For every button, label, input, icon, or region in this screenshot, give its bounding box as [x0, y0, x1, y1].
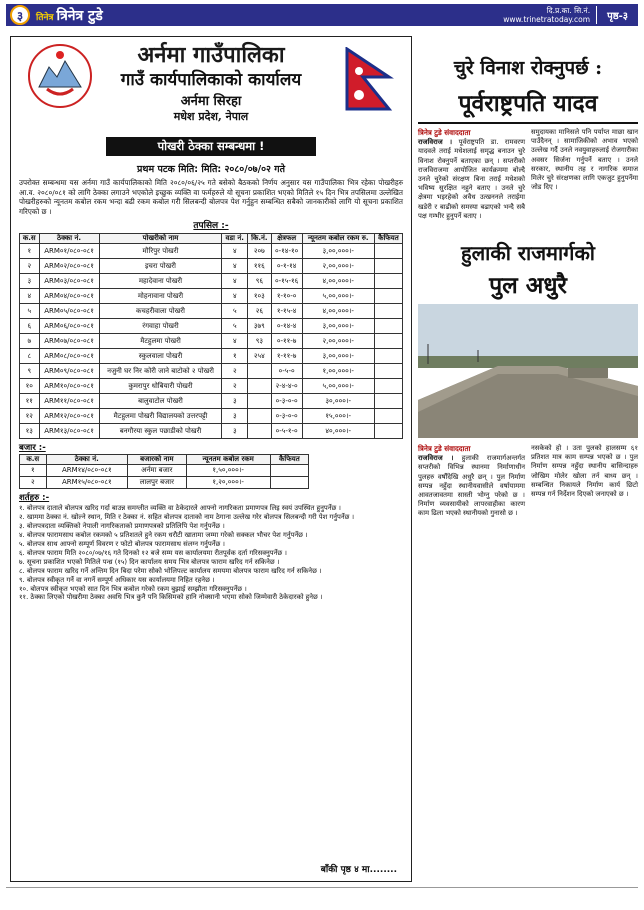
table-cell: ५,००,०००।-: [302, 379, 374, 394]
table-cell: ०-१४-१०: [271, 244, 302, 259]
table-cell: १: [20, 244, 40, 259]
table-cell: २०७: [248, 244, 272, 259]
article2-text-1: हुलाकी राजमार्गअन्तर्गत सप्तरीको विभिन्न स्थानमा निर्माणाधीन पुलहरु वर्षौंदेखि अधुरै छन् । पुल निर्माण सम्पन्न नहुँदा स्थानीयवासीले वर्षायाममा आवतजावतमा सास्ती भोग्नु परेको छ । निर्माण व्यवसायीको लापरवाहीका कारण काम ढिला भएको स्थानीयको गुनासो छ ।: [418, 454, 525, 518]
table-cell: ४०,०००।-: [302, 424, 374, 439]
table-cell: [374, 424, 402, 439]
table-cell: १-१५-४: [271, 304, 302, 319]
table-cell: २,००,०००।-: [302, 259, 374, 274]
org-title: अर्नमा गाउँपालिका: [137, 42, 285, 68]
table-cell: [248, 394, 272, 409]
table-cell: [248, 364, 272, 379]
table-cell: ३: [222, 394, 248, 409]
header-pond-name: पोखरीको नाम: [99, 234, 222, 244]
table-cell: ARM०६/०८०-०८१: [39, 319, 99, 334]
brand-name: त्रिनेत्र टुडे: [56, 7, 103, 24]
header-min-bid: न्यूनतम कबोल रकम रु.: [302, 234, 374, 244]
table-cell: अर्नमा बजार: [128, 465, 187, 477]
office-title: गाउँ कार्यपालिकाको कार्यालय: [120, 70, 302, 90]
article1-col1: [418, 128, 525, 221]
conditions-list: [11, 504, 411, 602]
table-cell: ३,००,०००।-: [302, 244, 374, 259]
table-cell: [374, 319, 402, 334]
table-cell: [374, 334, 402, 349]
table-cell: ३७९: [248, 319, 272, 334]
table-row: [20, 289, 403, 304]
table-cell: लालपुर बजार: [128, 477, 187, 489]
table-cell: ३: [222, 424, 248, 439]
table-cell: १,००,०००।-: [302, 364, 374, 379]
table-cell: २: [20, 259, 40, 274]
bazar-label: बजार :-: [19, 443, 46, 454]
condition-item: १०. बोलपत्र स्वीकृत भएको सात दिन भित्र कबोल गरेको रकम बुझाई सम्झौता गरिसक्नुपर्नेछ ।: [19, 584, 247, 593]
table-cell: १२: [20, 409, 40, 424]
table-cell: बालुवाटोल पोखरी: [99, 394, 222, 409]
condition-item: ९. बोलपत्र स्वीकृत गर्ने वा नगर्ने सम्पूर्ण अधिकार यस कार्यालयमा निहित रहनेछ ।: [19, 575, 215, 584]
table-cell: [374, 289, 402, 304]
table-row: [20, 364, 403, 379]
table-cell: २: [222, 364, 248, 379]
public-notice: [10, 36, 412, 882]
header-remarks: कैफियत: [270, 455, 308, 465]
table-cell: ८: [20, 349, 40, 364]
table-cell: ०-५-०: [271, 364, 302, 379]
condition-item: ६. बोलपत्र फाराम मिति २०८०/०७/१६ गते दिनको १२ बजे सम्म यस कार्यालयमा रीतपूर्वक दर्ता गरिसक्नुपर्नेछ ।: [19, 548, 287, 557]
table-row: [20, 465, 309, 477]
table-cell: मैटहुलमा पोखरी विद्यालयको उत्तरपट्टी: [99, 409, 222, 424]
article1-headline-2: पूर्वराष्ट्रपति यादव: [458, 90, 598, 117]
article2-headline-2: पुल अधुरै: [489, 272, 567, 300]
pond-table: [19, 233, 403, 439]
article1-headline-1: चुरे विनाश रोक्नुपर्छ :: [453, 57, 603, 79]
table-cell: ११६: [248, 259, 272, 274]
table-cell: ०-१५-१६: [271, 274, 302, 289]
table-cell: ARM०१/०८०-०८१: [39, 244, 99, 259]
table-row: [20, 274, 403, 289]
article2-col2: नसकेको हो । उता पुलको हालसम्म ६१ प्रतिशत मात्र काम सम्पन्न भएको छ । पुल निर्माण सम्पन्न नहुँदा स्थानीय बासिन्दाहरु जोखिम मोलेर खोला तर्न बाध्य छन् । सम्बन्धित निकायले निर्माण कार्य छिटो सम्पन्न गर्न निर्देशन दिएको जनाएको छ ।: [531, 444, 638, 499]
table-cell: [374, 379, 402, 394]
table-cell: १५,०००।-: [302, 409, 374, 424]
table-cell: ARM०४/०८०-०८१: [39, 289, 99, 304]
conditions-label: शर्तहरु :-: [19, 493, 50, 504]
table-cell: १-१०-०: [271, 289, 302, 304]
table-cell: ९३: [248, 334, 272, 349]
table-cell: ARM०२/०८०-०८१: [39, 259, 99, 274]
table-cell: ४: [222, 334, 248, 349]
table-cell: ६: [20, 319, 40, 334]
bridge-road-photo: [418, 304, 638, 438]
table-cell: स्कुलवाला पोखरी: [99, 349, 222, 364]
table-row: [20, 244, 403, 259]
table-cell: [374, 274, 402, 289]
brand-prefix: तिनेत्र: [36, 12, 54, 23]
table-cell: ३: [222, 409, 248, 424]
table-cell: २: [20, 477, 47, 489]
publish-date: प्रथम पटक मिति: मिति: २०८०/०७/०२ गते: [136, 164, 286, 175]
table-cell: मौरिपुर पोखरी: [99, 244, 222, 259]
condition-item: ५. बोलपत्र साथ आफ्नो सम्पूर्ण विवरण र फोटो बोलपत्र फारामसाथ संलग्न गर्नुपर्नेछ ।: [19, 540, 225, 548]
notice-intro: उपरोक्त सम्बन्धमा यस अर्नमा गाउँ कार्यपालिकाको मिति २०८०/०६/२५ गते बसेको बैठकको निर्णय अनुसार यस गाउँपालिका भित्र रहेका पोखरीहरु आ.व. २०८०/०८१ को लागि ठेक्का लगाउने भएकोले इच्छुक व्यक्ति वा फर्महरुले यो सूचना प्रकाशित भएको मितिले १५ दिन भित्र तपसिलमा उल्लेखित पोखरीहरुको न्यूनतम कबोल रकम भन्दा बढी रकम कबोल गरी सिलबन्दी बोलपत्र पेश गर्नुहुन सम्बन्धित सबैको जानकारीको लागि यो सूचना प्रकाशित गरिएको छ ।: [19, 178, 403, 216]
table-header-row: [20, 455, 309, 465]
table-cell: ०-१-१४: [271, 259, 302, 274]
table-cell: मैटहुलमा पोखरी: [99, 334, 222, 349]
masthead: [6, 4, 638, 26]
table-cell: १,२०,०००।-: [186, 477, 270, 489]
table-cell: [270, 477, 308, 489]
table-cell: ४: [222, 274, 248, 289]
table-cell: ARM१३/०८०-०८१: [39, 424, 99, 439]
table-cell: १३: [20, 424, 40, 439]
table-row: [20, 477, 309, 489]
article2-place: राजविराज ।: [418, 454, 454, 463]
table-cell: ०-३-०-०: [271, 394, 302, 409]
table-cell: २६: [248, 304, 272, 319]
header-area: क्षेत्रफल: [271, 234, 302, 244]
table-cell: ०-३-०-०: [271, 409, 302, 424]
table-cell: [374, 349, 402, 364]
article2-headline-1: हुलाकी राजमार्गको: [460, 241, 595, 266]
table-cell: ४,००,०००।-: [302, 274, 374, 289]
table-cell: ARM०८/०८०-०८१: [39, 349, 99, 364]
table-caption: तपसिल :-: [193, 221, 229, 232]
article2-col1: [418, 444, 525, 519]
condition-item: ७. सूचना प्रकाशित भएको मितिले पन्ध्र (१५) दिन कार्यालय समय भित्र बोलपत्र फाराम खरिद गर्न सकिनेछ ।: [19, 557, 280, 566]
table-cell: ५: [222, 319, 248, 334]
header-sn: क.स: [20, 234, 40, 244]
table-cell: [374, 304, 402, 319]
condition-item: १. बोलपत्र दाताले बोलपत्र खरिद गर्दा बाउन्न समग्लीत व्यक्ति वा ठेकेदारले आफ्नो नागरिकता प्रमाणपत्र लिइ स्वयं उपस्थित हुनुपर्नेछ ।: [19, 504, 341, 513]
table-cell: [270, 465, 308, 477]
article1-col2: समुदायका मानिसले पनि पर्याप्त माछा खान पाउँदैनन् । सामाजिकीको अभाव भएको उल्लेख गर्दै उनले नवयुवाहरुलाई रोजगारीका अवसर सिर्जना गर्नुपर्ने बताए । उनले सरकार, स्थानीय तह र नागरिक समाज मिलेर चुरे संरक्षणका लागि एकजुट हुनुपर्नेमा जोड दिए ।: [531, 128, 638, 192]
header-bazar-name: बजारको नाम: [128, 455, 187, 465]
table-cell: ३: [20, 274, 40, 289]
website-link[interactable]: www.trinetratoday.com: [503, 15, 591, 24]
table-cell: ARM०९/०८०-०८१: [39, 364, 99, 379]
table-cell: [374, 394, 402, 409]
article1-byline: त्रिनेत्र टुडे संवाददाता: [418, 128, 471, 137]
table-cell: [374, 409, 402, 424]
table-cell: ARM११/०८०-०८१: [39, 394, 99, 409]
table-cell: [248, 379, 272, 394]
table-cell: [374, 259, 402, 274]
page-badge: ३: [10, 5, 30, 25]
table-cell: ARM१०/०८०-०८१: [39, 379, 99, 394]
table-cell: नजुनी घर निर कोरी जाने बाटोको २ पोखरी: [99, 364, 222, 379]
table-cell: २५४: [248, 349, 272, 364]
table-cell: १-११-७: [271, 349, 302, 364]
table-cell: ९६: [248, 274, 272, 289]
header-remarks: कैफियत: [374, 234, 402, 244]
table-cell: ०-११-७: [271, 334, 302, 349]
pond-table-body: [20, 244, 403, 439]
table-cell: [248, 424, 272, 439]
table-cell: [374, 244, 402, 259]
nepal-flag-icon: [343, 47, 395, 113]
table-cell: २,००,०००।-: [302, 334, 374, 349]
table-cell: १: [222, 349, 248, 364]
bazar-table-body: [20, 465, 309, 489]
table-cell: २: [222, 379, 248, 394]
table-row: [20, 304, 403, 319]
table-cell: ARM०७/०८०-०८१: [39, 334, 99, 349]
table-row: [20, 379, 403, 394]
table-cell: ARM१५/०८०-०८१: [46, 477, 128, 489]
table-cell: ५,००,०००।-: [302, 289, 374, 304]
header-sn: क.स: [20, 455, 47, 465]
table-cell: बनगौरया स्कुल पछाडीको पोखरी: [99, 424, 222, 439]
table-cell: १,५०,०००।-: [186, 465, 270, 477]
address-line-2: मधेश प्रदेश, नेपाल: [173, 110, 249, 123]
table-cell: ४: [222, 259, 248, 274]
table-cell: ४,००,०००।-: [302, 304, 374, 319]
table-cell: कुमरापुर धोबियारी पोखरी: [99, 379, 222, 394]
table-cell: १०: [20, 379, 40, 394]
table-row: [20, 319, 403, 334]
table-cell: ५: [222, 304, 248, 319]
table-cell: ०-५-१-०: [271, 424, 302, 439]
table-cell: ARM१४/०८०-०८१: [46, 465, 128, 477]
table-cell: ३०,०००।-: [302, 394, 374, 409]
table-cell: इचरा पोखरी: [99, 259, 222, 274]
newspaper-brand: [36, 6, 103, 25]
condition-item: ८. बोलपत्र फाराम खरिद गर्ने अन्तिम दिन बिदा परेमा सोको भोलिपल्ट कार्यालय समयमा बोलपत्र फाराम खरिद गर्न सकिनेछ ।: [19, 566, 322, 575]
table-cell: मोहनावाना पोखरी: [99, 289, 222, 304]
table-cell: महादेवाना पोखरी: [99, 274, 222, 289]
header-contract-no: ठेक्का नं.: [39, 234, 99, 244]
condition-item: २. खाममा ठेक्का नं. खोल्ने स्थान, मिति र ठेक्का नं. सहित बोलपत्र दाताको नाम ठेगाना उल्लेख गरेर बोलपत्र सिलबन्दी गरी पेश गर्नुपर्नेछ ।: [19, 513, 355, 522]
table-cell: १०३: [248, 289, 272, 304]
table-cell: [248, 409, 272, 424]
condition-item: ११. ठेक्का लिएको पोखरीमा ठेक्का अवधि भित्र कुनै पनि किसिमको हानि नोक्सानी भएमा सोको जिम्मेवारी ठेकेदारको हुनेछ ।: [19, 593, 323, 602]
masthead-info: [503, 6, 597, 24]
table-cell: ९: [20, 364, 40, 379]
table-row: [20, 424, 403, 439]
table-cell: २-४-४-०: [271, 379, 302, 394]
condition-item: ३. बोलपत्रदाता व्यक्तिको नेपाली नागरिकताको प्रमाणपत्रको प्रतिलिपि पेश गर्नुपर्नेछ ।: [19, 522, 225, 531]
article1-place: राजविराज ।: [418, 138, 453, 147]
table-cell: कचहरीवाला पोखरी: [99, 304, 222, 319]
table-cell: ४: [222, 289, 248, 304]
registration-line: दि.प्र.का. सि.नं.: [546, 6, 591, 15]
condition-item: ४. बोलपत्र फारामसाथ कबोल रकमको ५ प्रतिशतले हुने रकम धरौटी खातामा जम्मा गरेको सक्कल भौचर पेश गर्नुपर्नेछ ।: [19, 531, 308, 540]
news-column: [418, 36, 638, 882]
header-contract-no: ठेक्का नं.: [46, 455, 128, 465]
table-cell: [374, 364, 402, 379]
header-plot-no: कि.नं.: [248, 234, 272, 244]
article1-text-1: पूर्वराष्ट्रपति डा. रामवरण यादवले तराई मधेशलाई समृद्ध बनाउन चुरे विनाश रोक्नुपर्ने बताएका छन् । सप्तरीको राजविराजमा आयोजित कार्यक्रममा बोल्दै उनले चुरेको संरक्षण बिना तराई मधेशको भविष्य सुरक्षित नहुने बताए । उनले चुरे क्षेत्रमा भइरहेको अवैध उत्खननले तराईमा खडेरी र बाढीको समस्या बढाएको भन्दै सबै पक्ष गम्भीर हुनुपर्ने बताए ।: [418, 138, 525, 220]
table-cell: ७: [20, 334, 40, 349]
bazar-table: [19, 454, 309, 489]
table-cell: ३,००,०००।-: [302, 319, 374, 334]
table-cell: ०-१४-४: [271, 319, 302, 334]
header-min-bid: न्यूनतम कबोल रकम: [186, 455, 270, 465]
table-row: [20, 349, 403, 364]
table-cell: ३,००,०००।-: [302, 349, 374, 364]
article2-body: [418, 444, 638, 519]
page-bottom-rule: [6, 887, 638, 888]
article1-body: [418, 128, 638, 221]
article2-byline: त्रिनेत्र टुडे संवाददाता: [418, 444, 471, 454]
table-row: [20, 334, 403, 349]
header-ward: वडा नं.: [222, 234, 248, 244]
table-cell: ४: [222, 244, 248, 259]
table-cell: १: [20, 465, 47, 477]
table-cell: ११: [20, 394, 40, 409]
table-cell: रंगवाहा पोखरी: [99, 319, 222, 334]
continued-note: बाँकी पृष्ठ ४ मा........: [320, 865, 397, 875]
table-header-row: [20, 234, 403, 244]
table-row: [20, 394, 403, 409]
divider: [418, 122, 638, 124]
notice-title: पोखरी ठेक्का सम्बन्धमा !: [106, 137, 316, 156]
table-cell: ARM०३/०८०-०८१: [39, 274, 99, 289]
table-row: [20, 259, 403, 274]
table-cell: ARM०५/०८०-०८१: [39, 304, 99, 319]
table-row: [20, 409, 403, 424]
page-number: पृष्ठ-३: [607, 11, 628, 22]
notice-header: [11, 37, 411, 137]
address-line-1: अर्नमा सिरहा: [180, 94, 242, 109]
table-cell: ४: [20, 289, 40, 304]
table-cell: ५: [20, 304, 40, 319]
table-cell: ARM१२/०८०-०८१: [39, 409, 99, 424]
